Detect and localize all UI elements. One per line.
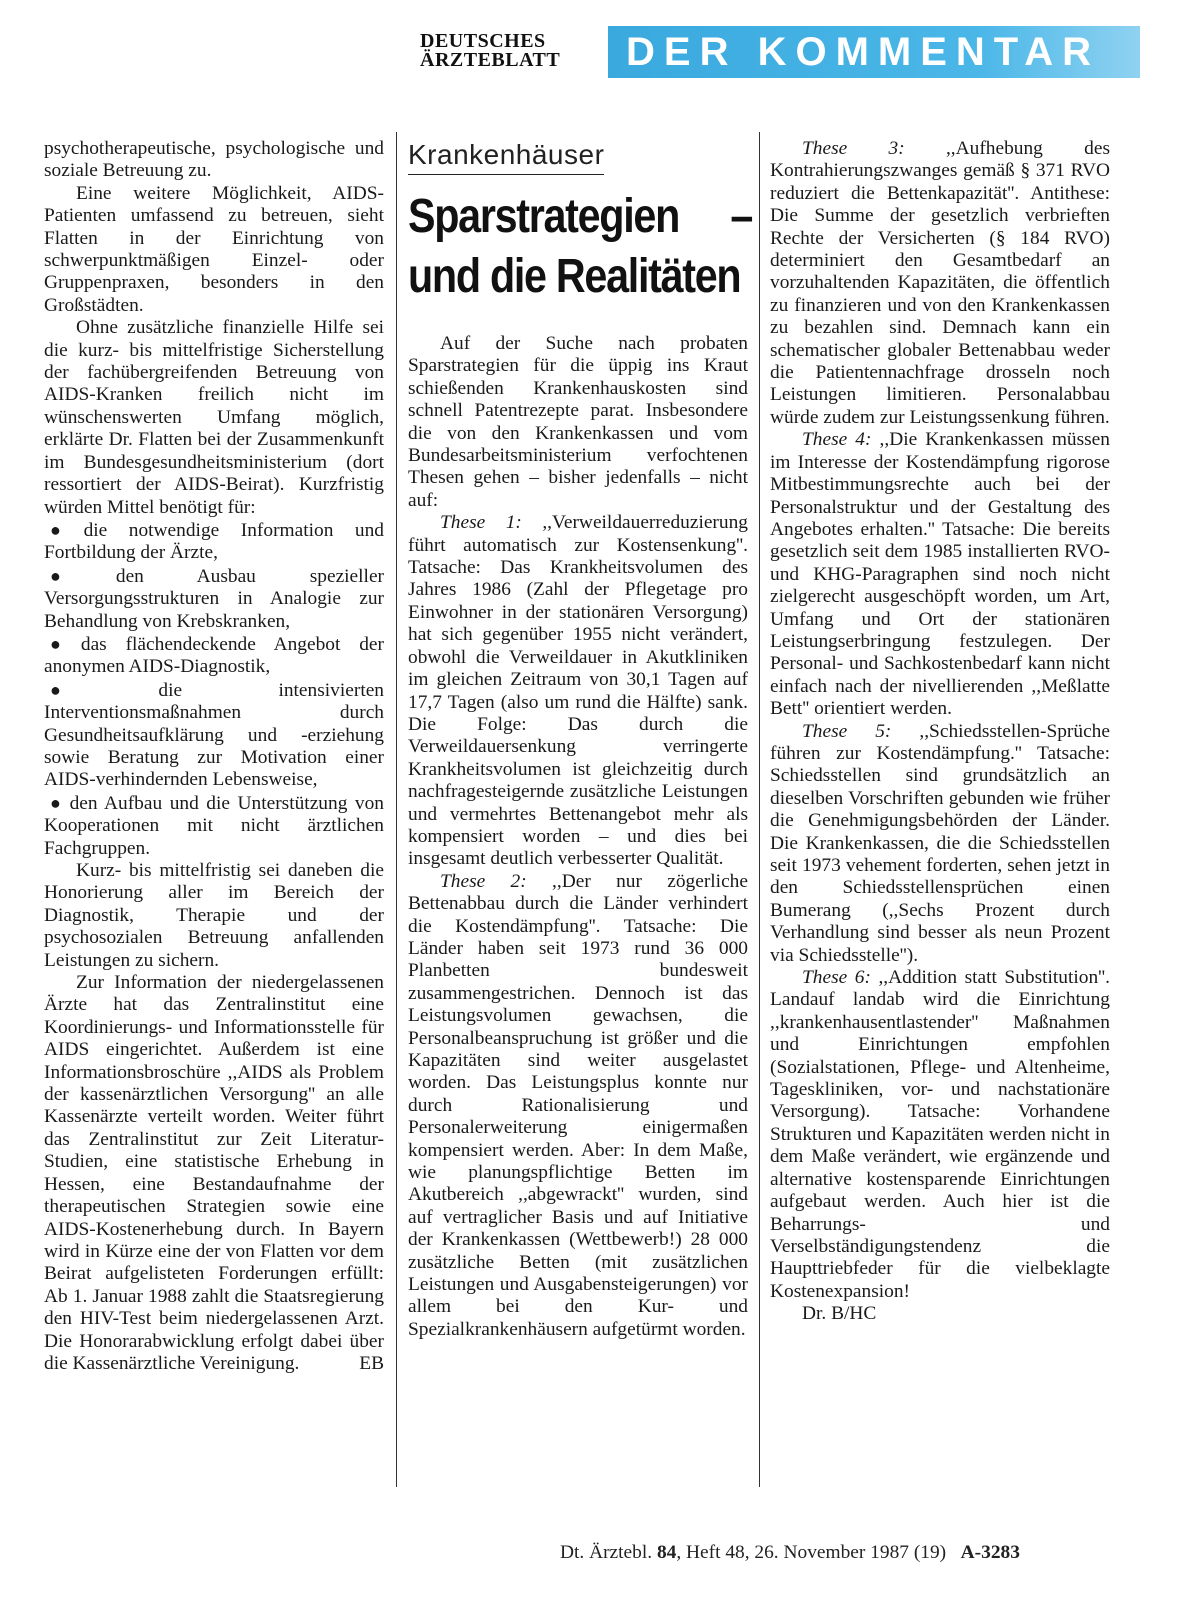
- thesis-paragraph: [770, 138, 1110, 429]
- journal-brand: [420, 32, 590, 70]
- thesis-paragraph: [770, 429, 1110, 720]
- thesis-label: These 4:: [802, 429, 872, 451]
- paragraph: Kurz- bis mittelfristig sei daneben die Honorierung aller im Bereich der Diagnostik, Therapie und der psychosozialen Betreuung anfallenden Leistungen zu sichern.: [44, 860, 384, 971]
- thesis-paragraph: [770, 967, 1110, 1303]
- footer-volume: 84: [656, 1542, 677, 1563]
- thesis-label: These 3:: [802, 138, 905, 159]
- column-divider-1: [396, 132, 397, 1487]
- page-footer: [560, 1542, 1020, 1564]
- paragraph: Eine weitere Möglichkeit, AIDS-Patienten umfassend zu betreuen, sieht Flatten in der Einrichtung von schwerpunktmäßigen Einzel- oder Gruppenpraxen, besonders in den Großstädten.: [44, 182, 384, 316]
- thesis-text: ,,Aufhebung des Kontrahierungszwanges gemäß § 371 RVO reduziert die Bettenkapazität''. Antithese: Die Summe der gesetzlich verbrieften Rechte der Versicherten (§ 184 RVO) determiniert den Gesamtbedarf an vorzuhaltenden Kapazitäten, die öffentlich zu finanzieren und von den Krankenkassen zu bezahlen sind. Demnach kann ein schematischer globaler Bettenabbau weder die Patientennachfrage drosseln noch Leistungen limitieren. Personalabbau würde zudem zur Leistungssenkung führen.: [770, 138, 1110, 428]
- paragraph: psychotherapeutische, psychologische und soziale Betreuung zu.: [44, 138, 384, 182]
- column-divider-2: [759, 132, 760, 1487]
- thesis-text: ,,Addition statt Substitution''. Landauf landab wird die Einrichtung ,,krankenhausentlastender'' Maßnahmen und Einrichtungen empfohlen (Sozialstationen, Pflege- und Altenheime, Tageskliniken, vor- und nachstationäre Versorgung). Tatsache: Vorhandene Strukturen und Kapazitäten werden nicht in dem Maße verändert, wie ergänzende und alternative kostensparende Einrichtungen aufgebaut werden. Auch hier ist die Beharrungs- und Verselbständigungstendenz die Haupttriebfeder für die vielbeklagte Kostenexpansion!: [770, 967, 1111, 1302]
- article-headline: Sparstrategien – und die Realitäten: [408, 190, 752, 303]
- brand-line-1: DEUTSCHES: [420, 30, 546, 52]
- thesis-label: These 1:: [440, 512, 522, 534]
- bullet-item: ● den Aufbau und die Unterstützung von Kooperationen mit nicht ärztlichen Fachgruppen.: [44, 792, 384, 860]
- masthead: [420, 26, 1140, 81]
- article-kicker: Krankenhäuser: [408, 138, 604, 175]
- column-middle: [408, 138, 752, 1341]
- thesis-paragraph: [408, 512, 748, 871]
- bullet-item: ● den Ausbau spezieller Versorgungsstrukturen in Analogie zur Behandlung von Krebskranken,: [44, 565, 384, 633]
- footer-issue: , Heft 48, 26. November 1987 (19): [676, 1542, 947, 1563]
- thesis-paragraph: [770, 721, 1110, 967]
- bullet-item: ● das flächendeckende Angebot der anonymen AIDS-Diagnostik,: [44, 633, 384, 679]
- thesis-label: These 6:: [802, 967, 871, 989]
- column-left: [44, 138, 384, 1375]
- article-lead: Auf der Suche nach probaten Sparstrategien für die üppig ins Kraut schießenden Krankenhauskosten sind schnell Patentrezepte parat. Insbesondere die von den Krankenkassen und vom Bundesarbeitsministerium verfochtenen Thesen gehen – bisher jedenfalls – nicht auf:: [408, 333, 748, 511]
- article-author: Dr. B/HC: [802, 1303, 877, 1325]
- paragraph-text: Zur Information der niedergelassenen Ärzte hat das Zentralinstitut eine Koordinierungs- und Informationsstelle für AIDS eingerichtet. Außerdem ist eine Informationsbroschüre ,,AIDS als Problem der kassenärztlichen Versorgung'' an alle Kassenärzte verteilt worden. Weiter führt das Zentralinstitut zur Zeit Literatur-Studien, eine statistische Erhebung in Hessen, eine Bestandaufnahme der therapeutischen Strategien sowie eine AIDS-Kostenerhebung durch. In Bayern wird in Kürze eine der von Flatten vor dem Beirat aufgelisteten Forderungen erfüllt: Ab 1. Januar 1988 zahlt die Staatsregierung den HIV-Test beim niedergelassenen Arzt. Die Honorarabwicklung erfolgt dabei über die Kassenärztliche Vereinigung.: [44, 972, 384, 1374]
- paragraph: [44, 972, 384, 1375]
- thesis-text: ,,Der nur zögerliche Bettenabbau durch die Länder verhindert die Kostendämpfung''. Tatsache: Die Länder haben seit 1973 rund 36 000 Planbetten bundesweit zusammengestrichen. Dennoch ist das Leistungsvolumen gewachsen, die Personalbeanspruchung ist größer und die Kapazitäten sind weiter ausgelastet worden. Das Leistungsplus konnte nur durch Rationalisierung und Personalerweiterung einigermaßen kompensiert werden. Aber: In dem Maße, wie planungspflichtige Betten im Akutbereich ,,abgewrackt'' wurden, sind auf vertraglicher Basis und auf Initiative der Krankenkassen (Wettbewerb!) 28 000 zusätzliche Betten (mit zusätzlichen Leistungen und Ausgabensteigerungen) vor allem bei den Kur- und Spezialkrankenhäusern aufgetürmt worden.: [408, 870, 748, 1340]
- column-right: [770, 138, 1110, 1326]
- section-banner: DER KOMMENTAR: [608, 26, 1140, 78]
- thesis-text: ,,Schiedsstellen-Sprüche führen zur Kostendämpfung.'' Tatsache: Schiedsstellen sind grundsätzlich an dieselben Vorschriften gebunden wie früher die Genehmigungsbehörden der Länder. Die Krankenkassen, die die Schiedsstellen seit 1973 vehement forderten, sehen jetzt in den Schiedsstellensprüchen einen Bumerang (,,Sechs Prozent durch Verhandlung sind besser als neun Prozent via Schiedsstelle'').: [770, 720, 1110, 966]
- thesis-label: These 2:: [440, 870, 527, 892]
- footer-page-number: A-3283: [960, 1542, 1020, 1563]
- signature: EB: [359, 1352, 384, 1374]
- thesis-label: These 5:: [802, 720, 892, 742]
- thesis-text: ,,Die Krankenkassen müssen im Interesse der Kostendämpfung rigorose Mitbestimmungsrechte auch bei der Personalstruktur und der Gestaltung des Angebotes erhalten.'' Tatsache: Die bereits gesetzlich seit dem 1985 installierten RVO- und KHG-Paragraphen sind noch nicht zielgerecht ausgeschöpft worden, um Art, Umfang und Ort der stationären Leistungserbringung festzulegen. Der Personal- und Sachkostenbedarf kann nicht einfach nach der nivellierenden ,,Meßlatte Bett'' orientiert werden.: [770, 429, 1110, 720]
- thesis-paragraph: [408, 871, 748, 1342]
- brand-line-2: ÄRZTEBLATT: [420, 49, 561, 71]
- footer-journal: Dt. Ärztebl.: [560, 1542, 653, 1563]
- bullet-item: ● die notwendige Information und Fortbildung der Ärzte,: [44, 519, 384, 565]
- thesis-text: ,,Verweildauerreduzierung führt automatisch zur Kostensenkung''. Tatsache: Das Krankheitsvolumen des Jahres 1986 (Zahl der Pflegetage pro Einwohner in der stationären Versorgung) hat sich gegenüber 1955 nicht verändert, obwohl die Verweildauer in Akutkliniken im gleichen Zeitraum von 30,1 Tagen auf 17,7 Tagen (also um rund die Hälfte) sank. Die Folge: Das durch die Verweildauersenkung verringerte Krankheitsvolumen ist gleichzeitig durch nachfragesteigernde zusätzliche Leistungen und vermehrtes Bettenangebot mehr als kompensiert worden – und dies bei insgesamt deutlich verbesserter Qualität.: [408, 512, 748, 870]
- bullet-item: ● die intensivierten Interventionsmaßnahmen durch Gesundheitsaufklärung und -erziehung sowie Beratung zur Motivation einer AIDS-verhindernden Lebensweise,: [44, 679, 384, 792]
- paragraph: Ohne zusätzliche finanzielle Hilfe sei die kurz- bis mittelfristige Sicherstellung der fachübergreifenden Betreuung von AIDS-Kranken freilich nicht im wünschenswerten Umfang möglich, erklärte Dr. Flatten bei der Zusammenkunft im Bundesgesundheitsministerium (dort ressortiert der AIDS-Beirat). Kurzfristig würden Mittel benötigt für:: [44, 317, 384, 518]
